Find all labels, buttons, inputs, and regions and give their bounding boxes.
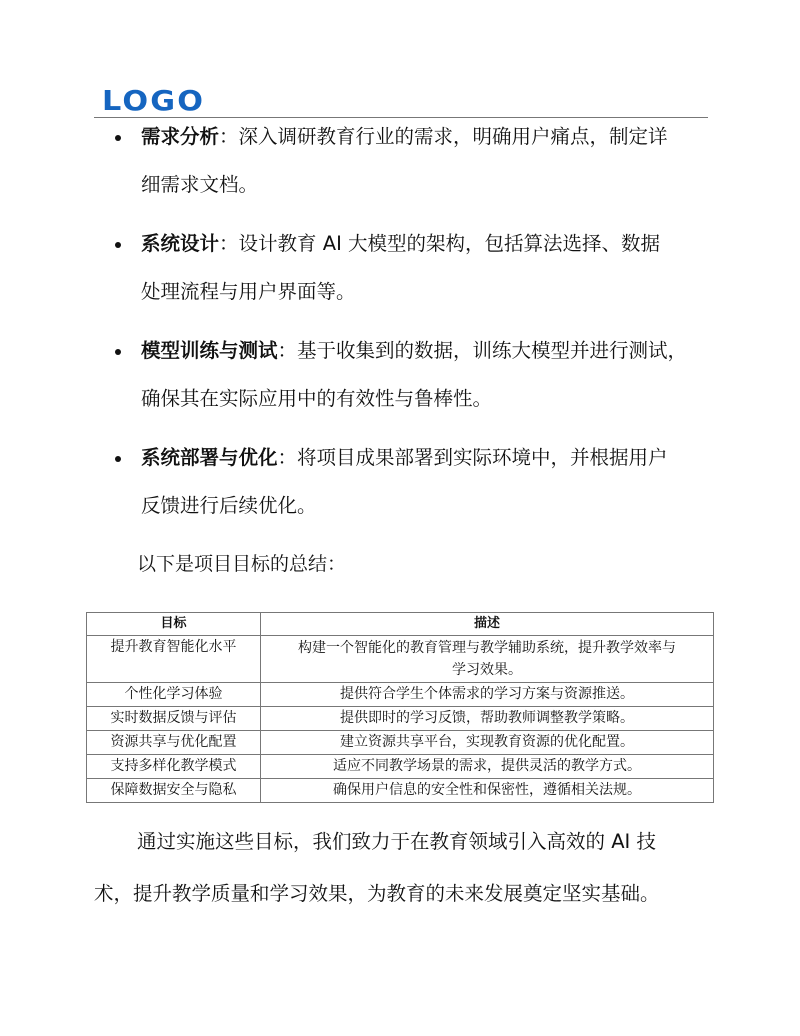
description-cell: 提供符合学生个体需求的学习方案与资源推送。 [261,683,714,707]
bullet-line-1 [141,124,668,150]
goals-table [86,612,714,803]
bullet-dot [115,456,121,462]
description-cell [261,636,714,683]
bullet-separator: ： [277,446,298,469]
goal-cell: 提升教育智能化水平 [87,636,261,683]
bullet-line-1 [141,445,668,471]
bullet-line-1 [141,231,660,257]
bullet-dot [115,135,121,141]
goal-cell: 实时数据反馈与评估 [87,707,261,731]
goal-cell: 资源共享与优化配置 [87,731,261,755]
bullet-title: 需求分析 [141,125,220,148]
bullet-line-1 [141,338,687,364]
bullet-dot [115,349,121,355]
bullet-dot [115,242,121,248]
conclusion-line-2: 术，提升教学质量和学习效果，为教育的未来发展奠定坚实基础。 [94,882,660,905]
bullet-separator: ： [219,232,239,255]
bullet-separator: ： [277,339,298,362]
bullet-separator: ： [219,125,239,148]
table-row [87,731,714,755]
table-intro: 以下是项目目标的总结： [137,553,347,575]
bullet-text: 基于收集到的数据，训练大模型并进行测试， [297,339,688,362]
description-line: 学习效果。 [452,662,522,678]
goal-cell: 支持多样化教学模式 [87,755,261,779]
table-header-row [87,613,714,636]
column-header-goal: 目标 [87,613,261,636]
table-row [87,707,714,731]
bullet-title: 系统部署与优化 [141,446,278,469]
header-divider [94,117,708,118]
goal-cell: 个性化学习体验 [87,683,261,707]
table-row [87,636,714,683]
logo: LOGO [102,84,206,117]
bullet-title: 系统设计 [141,232,220,255]
description-cell: 确保用户信息的安全性和保密性，遵循相关法规。 [261,779,714,803]
table-row [87,779,714,803]
goal-cell: 保障数据安全与隐私 [87,779,261,803]
description-cell: 提供即时的学习反馈，帮助教师调整教学策略。 [261,707,714,731]
column-header-description: 描述 [261,613,714,636]
bullet-text: 将项目成果部署到实际环境中，并根据用户 [297,446,668,469]
conclusion-line-1: 通过实施这些目标，我们致力于在教育领域引入高效的 AI 技 [137,830,656,853]
description-cell: 建立资源共享平台，实现教育资源的优化配置。 [261,731,714,755]
bullet-line-2: 处理流程与用户界面等。 [141,280,356,303]
bullet-text: 设计教育 AI 大模型的架构，包括算法选择、数据 [238,232,661,255]
bullet-title: 模型训练与测试 [141,339,278,362]
bullet-text: 深入调研教育行业的需求，明确用户痛点，制定详 [238,125,668,148]
bullet-line-2: 细需求文档。 [141,173,259,196]
description-line: 构建一个智能化的教育管理与教学辅助系统，提升教学效率与 [298,640,676,656]
table-row [87,683,714,707]
table-row [87,755,714,779]
bullet-line-2: 反馈进行后续优化。 [141,494,317,517]
description-cell: 适应不同教学场景的需求，提供灵活的教学方式。 [261,755,714,779]
bullet-line-2: 确保其在实际应用中的有效性与鲁棒性。 [141,387,493,410]
